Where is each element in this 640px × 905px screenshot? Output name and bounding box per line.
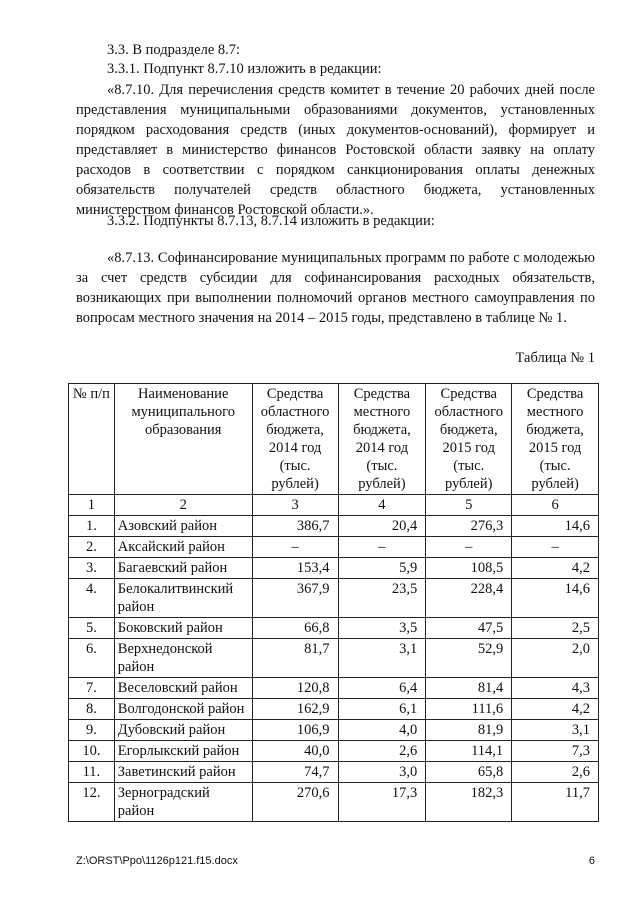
table-row (69, 516, 599, 537)
row-number-cell: 7. (69, 678, 115, 699)
regional-2014-cell: 74,7 (252, 762, 338, 783)
local-2015-cell: 14,6 (512, 516, 599, 537)
table-row (69, 639, 599, 678)
local-2014-cell: – (338, 537, 426, 558)
local-2014-cell: 17,3 (338, 783, 426, 822)
header-regional-2014: Средства областного бюджета, 2014 год (тыс. рублей) (252, 384, 338, 495)
column-number-row (69, 495, 599, 516)
table-row (69, 678, 599, 699)
row-number-cell: 9. (69, 720, 115, 741)
local-2014-cell: 5,9 (338, 558, 426, 579)
regional-2015-cell: 111,6 (426, 699, 512, 720)
row-number-cell: 12. (69, 783, 115, 822)
local-2015-cell: 4,2 (512, 558, 599, 579)
local-2015-cell: 4,3 (512, 678, 599, 699)
header-name: Наименование муниципального образования (114, 384, 252, 495)
table-header-row (69, 384, 599, 495)
regional-2014-cell: 153,4 (252, 558, 338, 579)
table-row (69, 741, 599, 762)
subsection-heading-2: 3.3.2. Подпункты 8.7.13, 8.7.14 изложить в редакции: (107, 213, 435, 229)
municipality-name-cell: Багаевский район (114, 558, 252, 579)
regional-2015-cell: – (426, 537, 512, 558)
regional-2015-cell: 114,1 (426, 741, 512, 762)
header-local-2014: Средства местного бюджета, 2014 год (тыс. рублей) (338, 384, 426, 495)
section-heading: 3.3. В подразделе 8.7: (107, 42, 241, 58)
header-regional-2015: Средства областного бюджета, 2015 год (тыс. рублей) (426, 384, 512, 495)
local-2015-cell: 7,3 (512, 741, 599, 762)
row-number-cell: 3. (69, 558, 115, 579)
regional-2015-cell: 65,8 (426, 762, 512, 783)
regional-2015-cell: 81,9 (426, 720, 512, 741)
table-row (69, 558, 599, 579)
row-number-cell: 4. (69, 579, 115, 618)
table-caption: Таблица № 1 (515, 350, 595, 366)
local-2014-cell: 6,4 (338, 678, 426, 699)
regional-2015-cell: 108,5 (426, 558, 512, 579)
local-2014-cell: 3,0 (338, 762, 426, 783)
subsidy-table (68, 383, 599, 822)
regional-2015-cell: 276,3 (426, 516, 512, 537)
table-row (69, 618, 599, 639)
column-number: 1 (69, 495, 115, 516)
regional-2015-cell: 47,5 (426, 618, 512, 639)
table-row (69, 762, 599, 783)
local-2014-cell: 2,6 (338, 741, 426, 762)
regional-2015-cell: 228,4 (426, 579, 512, 618)
regional-2015-cell: 81,4 (426, 678, 512, 699)
local-2015-cell: 4,2 (512, 699, 599, 720)
paragraph-8-7-10: «8.7.10. Для перечисления средств комитет в течение 20 рабочих дней после представления муниципальными образованиями документов, установленных порядком расходования средств (иных документов-оснований), формирует и представляет в министерство финансов Ростовской области заявку на оплату расходов в соответствии с порядком санкционирования оплаты денежных обязательств получателей средств областного бюджета, установленных министерством финансов Ростовской области.». (76, 82, 595, 218)
local-2014-cell: 3,1 (338, 639, 426, 678)
municipality-name-cell: Белокалитвинский район (114, 579, 252, 618)
column-number: 5 (426, 495, 512, 516)
municipality-name-cell: Зерноградский район (114, 783, 252, 822)
subsection-heading: 3.3.1. Подпункт 8.7.10 изложить в редакции: (107, 61, 382, 77)
header-local-2015: Средства местного бюджета, 2015 год (тыс. рублей) (512, 384, 599, 495)
local-2015-cell: 3,1 (512, 720, 599, 741)
regional-2014-cell: 367,9 (252, 579, 338, 618)
row-number-cell: 5. (69, 618, 115, 639)
table-row (69, 720, 599, 741)
regional-2014-cell: 106,9 (252, 720, 338, 741)
table-row (69, 783, 599, 822)
regional-2015-cell: 182,3 (426, 783, 512, 822)
regional-2015-cell: 52,9 (426, 639, 512, 678)
row-number-cell: 8. (69, 699, 115, 720)
table-row (69, 699, 599, 720)
local-2015-cell: 2,6 (512, 762, 599, 783)
local-2014-cell: 20,4 (338, 516, 426, 537)
page-number: 6 (588, 855, 595, 867)
regional-2014-cell: 66,8 (252, 618, 338, 639)
local-2015-cell: 11,7 (512, 783, 599, 822)
local-2015-cell: 2,0 (512, 639, 599, 678)
local-2014-cell: 23,5 (338, 579, 426, 618)
local-2015-cell: 2,5 (512, 618, 599, 639)
regional-2014-cell: 162,9 (252, 699, 338, 720)
file-path: Z:\ORST\Ppo\1126p121.f15.docx (76, 855, 238, 867)
municipality-name-cell: Веселовский район (114, 678, 252, 699)
municipality-name-cell: Аксайский район (114, 537, 252, 558)
municipality-name-cell: Волгодонской район (114, 699, 252, 720)
regional-2014-cell: 120,8 (252, 678, 338, 699)
row-number-cell: 2. (69, 537, 115, 558)
column-number: 6 (512, 495, 599, 516)
regional-2014-cell: 81,7 (252, 639, 338, 678)
row-number-cell: 1. (69, 516, 115, 537)
municipality-name-cell: Азовский район (114, 516, 252, 537)
municipality-name-cell: Егорлыкский район (114, 741, 252, 762)
regional-2014-cell: 40,0 (252, 741, 338, 762)
column-number: 3 (252, 495, 338, 516)
local-2014-cell: 6,1 (338, 699, 426, 720)
paragraph-8-7-13: «8.7.13. Софинансирование муниципальных программ по работе с молодежью за счет средств субсидии для софинансирования расходных обязательств, возникающих при выполнении полномочий органов местного самоуправления по вопросам местного значения на 2014 – 2015 годы, представлено в таблице № 1. (76, 250, 595, 326)
local-2014-cell: 4,0 (338, 720, 426, 741)
regional-2014-cell: 270,6 (252, 783, 338, 822)
row-number-cell: 6. (69, 639, 115, 678)
table-row (69, 579, 599, 618)
municipality-name-cell: Верхнедонской район (114, 639, 252, 678)
municipality-name-cell: Дубовский район (114, 720, 252, 741)
header-number: № п/п (69, 384, 115, 495)
table-row (69, 537, 599, 558)
local-2015-cell: – (512, 537, 599, 558)
municipality-name-cell: Боковский район (114, 618, 252, 639)
local-2015-cell: 14,6 (512, 579, 599, 618)
regional-2014-cell: – (252, 537, 338, 558)
row-number-cell: 11. (69, 762, 115, 783)
column-number: 4 (338, 495, 426, 516)
local-2014-cell: 3,5 (338, 618, 426, 639)
row-number-cell: 10. (69, 741, 115, 762)
regional-2014-cell: 386,7 (252, 516, 338, 537)
column-number: 2 (114, 495, 252, 516)
municipality-name-cell: Заветинский район (114, 762, 252, 783)
